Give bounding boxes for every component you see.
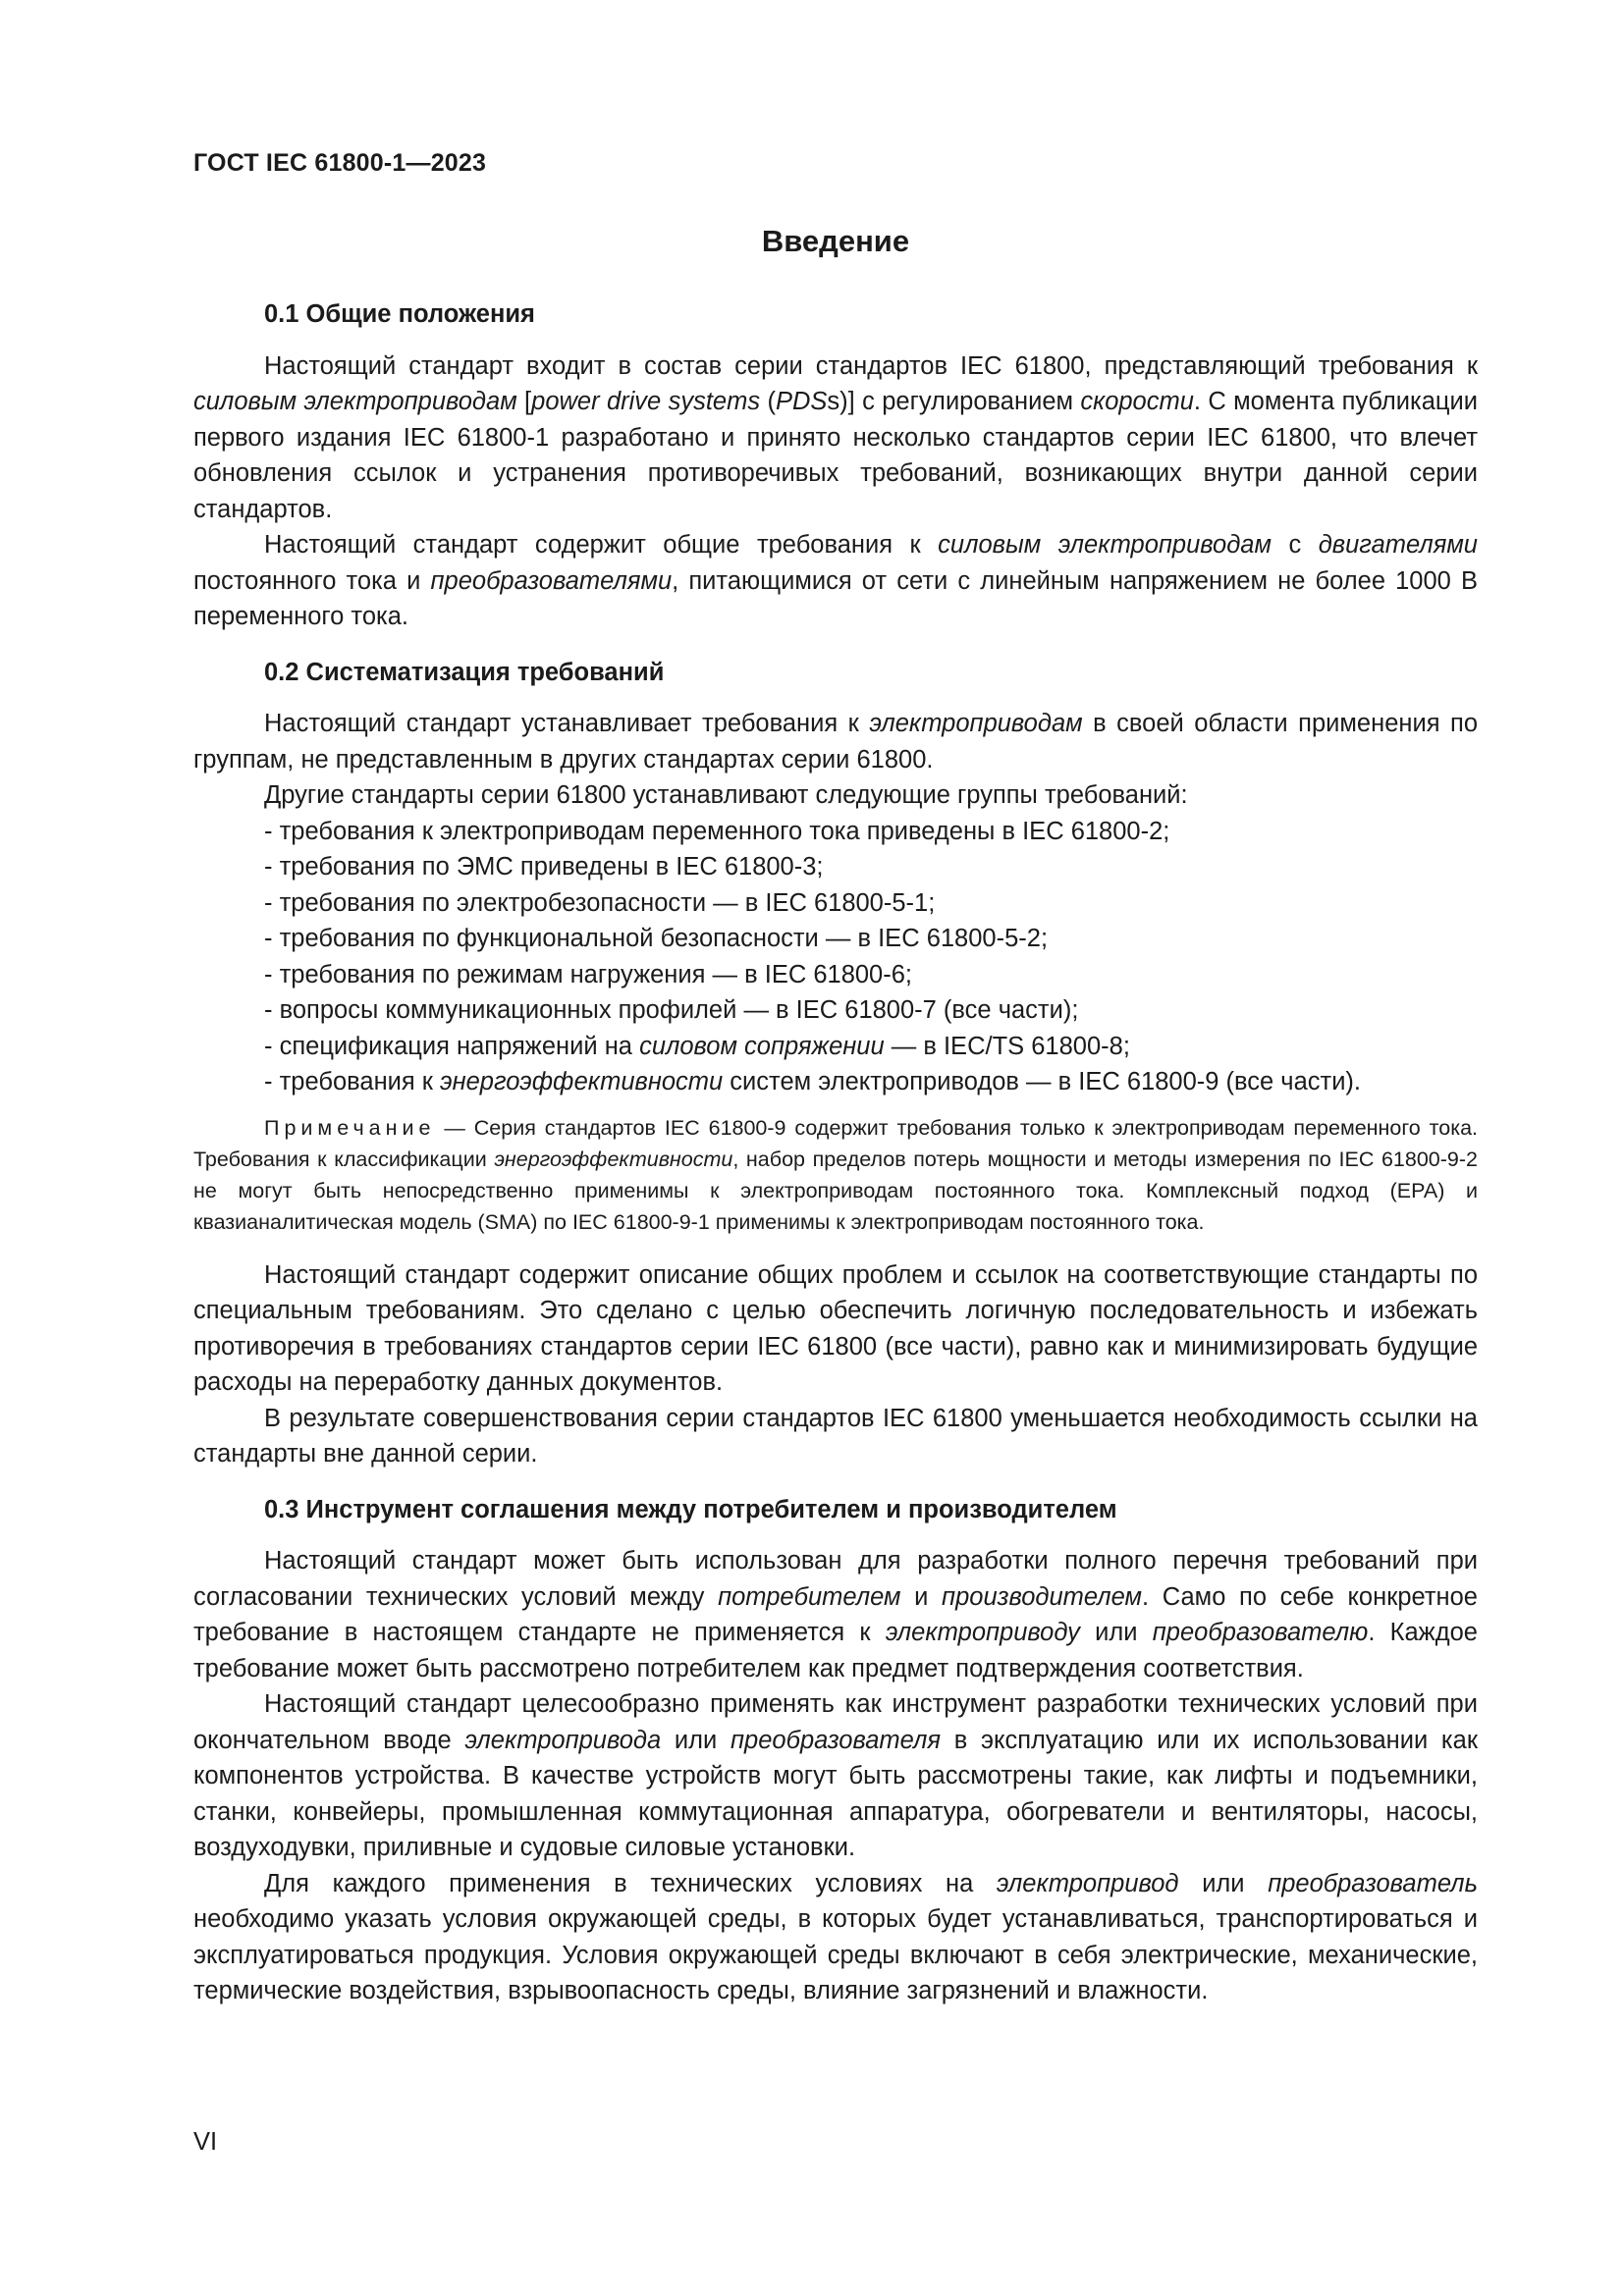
paragraph: В результате совершенствования серии стандартов IEC 61800 уменьшается необходимость ссылки на стандарты вне данной серии. xyxy=(193,1404,1478,1468)
note-label: Примечание xyxy=(264,1115,436,1140)
list-item: - требования по ЭМС приведены в IEC 61800-3; xyxy=(264,853,824,881)
list-item: - требования по режимам нагружения — в IEC 61800-6; xyxy=(264,960,912,988)
paragraph: Настоящий стандарт входит в состав серии стандартов IEC 61800, представляющий требования к силовым электроприводам [power drive systems (PDSs)] с регулированием скорости. С момента публикации первого издания IEC 61800-1 разработано и принято несколько стандартов серии IEC 61800, что влечет обновления ссылок и устранения противоречивых требований, возникающих внутри данной серии стандартов. xyxy=(193,351,1479,523)
section-heading-0-1: 0.1 Общие положения xyxy=(264,300,535,328)
list-item: - требования к электроприводам переменного тока приведены в IEC 61800-2; xyxy=(264,817,1170,845)
paragraph: Настоящий стандарт содержит общие требования к силовым электроприводам с двигателями постоянного тока и преобразователями, питающимися от сети с линейным напряжением не более 1000 В переменного тока. xyxy=(193,531,1478,630)
document-header: ГОСТ IEC 61800-1—2023 xyxy=(193,149,487,177)
section-heading-0-3: 0.3 Инструмент соглашения между потребителем и производителем xyxy=(264,1495,1117,1523)
page-content xyxy=(193,222,1478,2009)
requirements-list xyxy=(193,814,1478,1100)
note: Примечание — Серия стандартов IEC 61800-9 содержит требования только к электроприводам переменного тока. Требования к классификации энергоэффективности, набор пределов потерь мощности и методы измерения по IEC 61800-9-2 не могут быть непосредственно применимы к электроприводам постоянного тока. Комплексный подход (EPA) и квазианалитическая модель (SMA) по IEC 61800-9-1 применимы к электроприводам постоянного тока. xyxy=(193,1115,1478,1234)
paragraph: Настоящий стандарт может быть использован для разработки полного перечня требований при согласовании технических условий между потребителем и производителем. Само по себе конкретное требование в настоящем стандарте не применяется к электроприводу или преобразователю. Каждое требование может быть рассмотрено потребителем как предмет подтверждения соответствия. xyxy=(193,1547,1478,1682)
list-item: - спецификация напряжений на силовом сопряжении — в IEC/TS 61800-8; xyxy=(264,1032,1130,1060)
intro-title: Введение xyxy=(761,224,910,258)
paragraph: Настоящий стандарт устанавливает требования к электроприводам в своей области применения по группам, не представленным в других стандартах серии 61800. xyxy=(193,710,1478,774)
list-item: - вопросы коммуникационных профилей — в IEC 61800-7 (все части); xyxy=(264,996,1079,1024)
paragraph: Другие стандарты серии 61800 устанавливают следующие группы требований: xyxy=(264,781,1188,809)
list-item: - требования к энергоэффективности систем электроприводов — в IEC 61800-9 (все части). xyxy=(264,1068,1362,1095)
paragraph: Настоящий стандарт содержит описание общих проблем и ссылок на соответствующие стандарты по специальным требованиям. Это сделано с целью обеспечить логичную последовательность и избежать противоречия в требованиях стандартов серии IEC 61800 (все части), равно как и минимизировать будущие расходы на переработку данных документов. xyxy=(193,1260,1478,1396)
list-item: - требования по функциональной безопасности — в IEC 61800-5-2; xyxy=(264,925,1049,952)
paragraph: Для каждого применения в технических условиях на электропривод или преобразователь необходимо указать условия окружающей среды, в которых будет устанавливаться, транспортироваться и эксплуатироваться продукция. Условия окружающей среды включают в себя электрические, механические, термические воздействия, взрывоопасность среды, влияние загрязнений и влажности. xyxy=(193,1869,1478,2004)
list-item: - требования по электробезопасности — в IEC 61800-5-1; xyxy=(264,888,936,917)
paragraph: Настоящий стандарт целесообразно применять как инструмент разработки технических условий при окончательном вводе электропривода или преобразователя в эксплуатацию или их использовании как компонентов устройства. В качестве устройств могут быть рассмотрены такие, как лифты и подъемники, станки, конвейеры, промышленная коммутационная аппаратура, обогреватели и вентиляторы, насосы, воздуходувки, приливные и судовые силовые установки. xyxy=(193,1690,1478,1861)
section-heading-0-2: 0.2 Систематизация требований xyxy=(264,658,665,686)
page-number: VI xyxy=(193,2128,218,2156)
